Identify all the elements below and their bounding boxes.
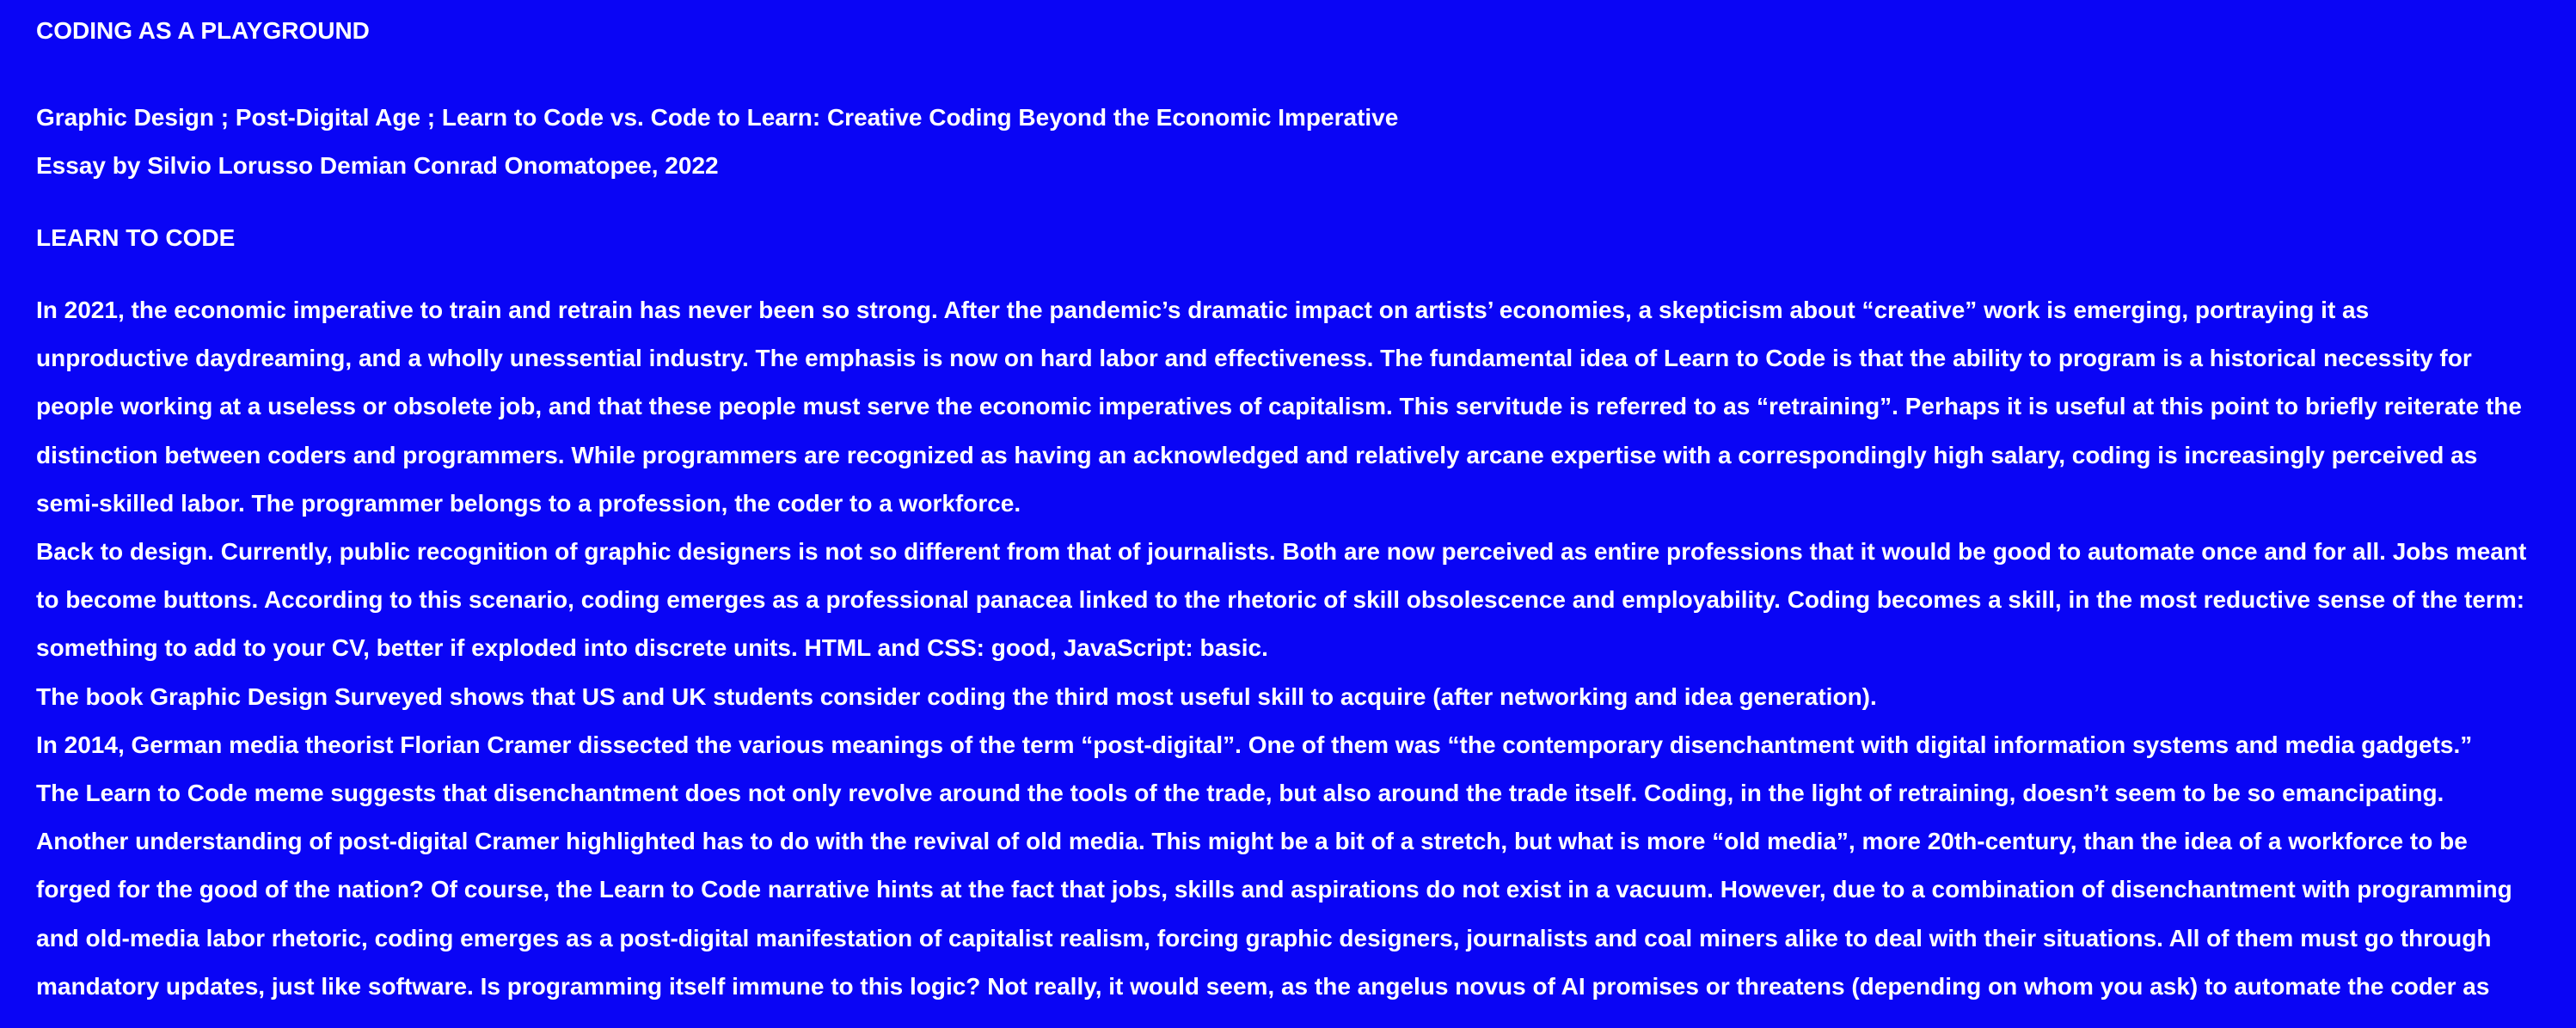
body-line: people working at a useless or obsolete job, and that these people must serve the economic imperatives of capitalism. This servitude is referred to as “retraining”. Perhaps it is useful at this point to briefly reiterate the xyxy=(36,393,2522,420)
essay-body xyxy=(36,286,2540,1011)
essay-byline: Essay by Silvio Lorusso Demian Conrad Onomatopee, 2022 xyxy=(36,152,719,179)
body-line: Back to design. Currently, public recognition of graphic designers is not so different from that of journalists. Both are now perceived as entire professions that it would be good to automate once and for all. Jobs meant xyxy=(36,538,2527,566)
body-line: In 2021, the economic imperative to train and retrain has never been so strong. After the pandemic’s dramatic impact on artists’ economies, a skepticism about “creative” work is emerging, portraying it as xyxy=(36,297,2370,323)
body-line: The Learn to Code meme suggests that disenchantment does not only revolve around the tools of the trade, but also around the trade itself. Coding, in the light of retraining, doesn’t seem to be so emancipating. xyxy=(36,780,2444,807)
body-line: distinction between coders and programmers. While programmers are recognized as having an acknowledged and relatively arcane expertise with a correspondingly high salary, coding is increasingly perceived as xyxy=(36,441,2478,468)
body-line: The book Graphic Design Surveyed shows that US and UK students consider coding the third most useful skill to acquire (after networking and idea generation). xyxy=(36,682,1877,710)
body-line: In 2014, German media theorist Florian Cramer dissected the various meanings of the term “post-digital”. One of them was “the contemporary disenchantment with digital information systems and media gadgets.” xyxy=(36,731,2473,758)
body-line: Another understanding of post-digital Cramer highlighted has to do with the revival of old media. This might be a bit of a stretch, but what is more “old media”, more 20th-century, than the idea of a workforce to be xyxy=(36,828,2468,855)
section-header xyxy=(36,223,2540,254)
body-line: unproductive daydreaming, and a wholly unessential industry. The emphasis is now on hard labor and effectiveness. The fundamental idea of Learn to Code is that the ability to program is a historical necessity for xyxy=(36,345,2472,372)
section-heading: LEARN TO CODE xyxy=(36,224,236,251)
essay-subtitle: Graphic Design ; Post-Digital Age ; Learn to Code vs. Code to Learn: Creative Coding Beyond the Economic Imperative xyxy=(36,104,1399,131)
body-line: forged for the good of the nation? Of course, the Learn to Code narrative hints at the fact that jobs, skills and aspirations do not exist in a vacuum. However, due to a combination of disenchantment with programming xyxy=(36,876,2512,903)
body-line: semi-skilled labor. The programmer belongs to a profession, the coder to a workforce. xyxy=(36,489,1021,517)
body-line: to become buttons. According to this scenario, coding emerges as a professional panacea linked to the rhetoric of skill obsolescence and employability. Coding becomes a skill, in the most reductive sense of the term: xyxy=(36,586,2525,614)
body-line: something to add to your CV, better if exploded into discrete units. HTML and CSS: good, JavaScript: basic. xyxy=(36,634,1268,662)
body-line: and old-media labor rhetoric, coding emerges as a post-digital manifestation of capitalist realism, forcing graphic designers, journalists and coal miners alike to deal with their situations. All of them must go through xyxy=(36,924,2492,952)
body-line: mandatory updates, just like software. Is programming itself immune to this logic? Not really, it would seem, as the angelus novus of AI promises or threatens (depending on whom you ask) to automate the coder as xyxy=(36,972,2490,1000)
essay-meta xyxy=(36,94,2540,190)
page-title: CODING AS A PLAYGROUND xyxy=(36,17,370,44)
